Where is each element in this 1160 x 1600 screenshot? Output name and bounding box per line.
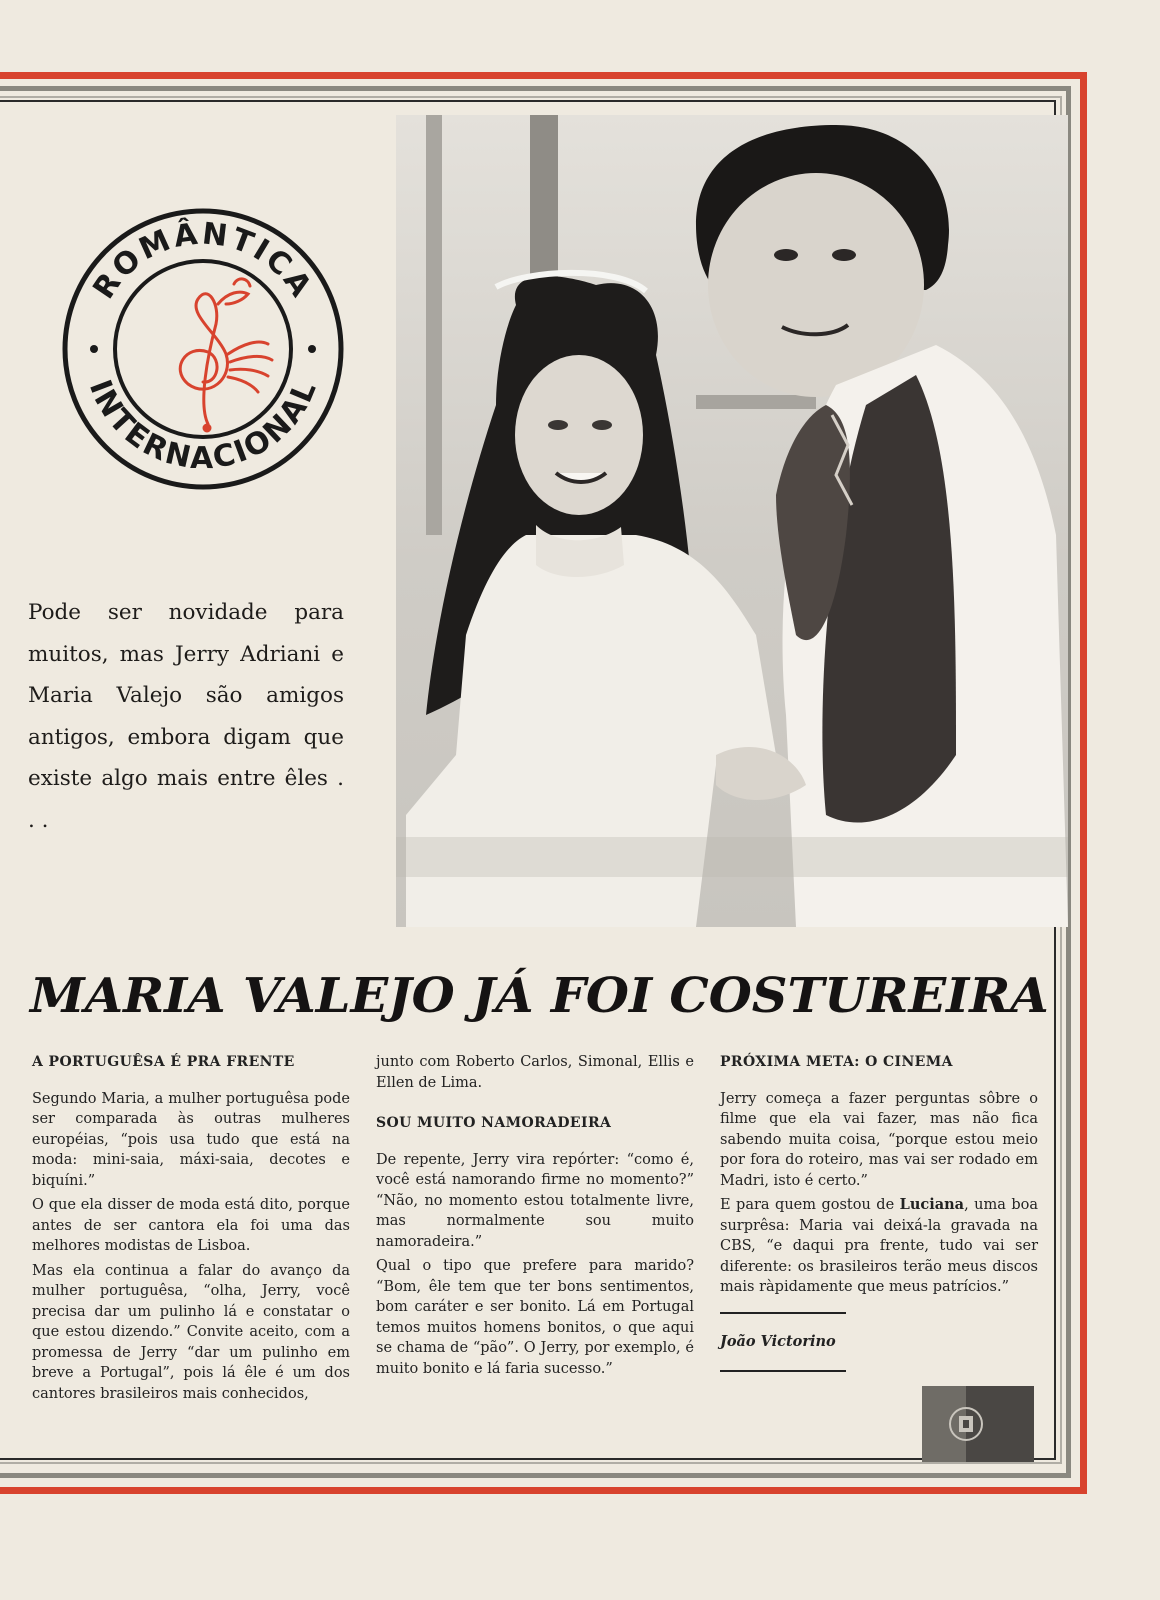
col2-paragraph-0: junto com Roberto Carlos, Simonal, Ellis e Ellen de Lima. (376, 1054, 694, 1091)
luciana-bold: Luciana (899, 1196, 965, 1213)
col3-paragraph-2-end: , uma boa surprêsa: Maria vai deixá-la gravada na CBS, “e daqui pra frente, tudo vai ser diferente: os brasileiros terão meus discos mais ràpidamente que meus patrícios.” (720, 1197, 1039, 1295)
col3-paragraph-2-start: E para quem gostou de (720, 1197, 900, 1213)
section-heading-portuguesa: A PORTUGUÊSA É PRA FRENTE (32, 1054, 295, 1070)
author-rule-top (720, 1312, 846, 1314)
treble-clef-rooster-icon (180, 279, 272, 431)
section-heading-namoradeira: SOU MUITO NAMORADEIRA (376, 1115, 612, 1131)
col2-paragraph-1: De repente, Jerry vira repórter: “como é, você está namorando firme no momento?” “Não, no momento estou totalmente livre, mas normalmente sou muito namoradeira.” (376, 1151, 694, 1250)
logo-bottom-text: INTERNACIONAL (81, 374, 325, 477)
romantica-internacional-logo (58, 204, 348, 494)
col1-paragraph-2: O que ela disser de moda está dito, porque antes de ser cantora ela foi uma das melhores modistas de Lisboa. (32, 1197, 350, 1254)
author-rule-bottom (720, 1370, 846, 1372)
article-column-2 (376, 1052, 694, 1383)
author-byline: João Victorino (720, 1332, 836, 1350)
logo-top-text: ROMÂNTICA (86, 216, 320, 306)
col1-paragraph-1: Segundo Maria, a mulher portuguêsa pode ser comparada às outras mulheres européias, “pois usa tudo que está na moda: mini-saia, máxi-saia, decotes e biquíni.” (32, 1090, 350, 1189)
photo-maria-and-jerry (396, 115, 1068, 927)
col1-paragraph-3: Mas ela continua a falar do avanço da mulher portuguêsa, “olha, Jerry, você precisa dar um pulinho lá e constatar o que estou dizendo.” Convite aceito, com a promessa de Jerry “dar um pulinho em breve a Portugal”, pois lá êle é um dos cantores brasileiros mais conhecidos, (32, 1262, 350, 1402)
lead-paragraph: Pode ser novidade para muitos, mas Jerry Adriani e Maria Valejo são amigos antigos, embora digam que existe algo mais entre êles . . . (28, 600, 344, 833)
article-column-1 (32, 1052, 350, 1408)
article-headline: MARIA VALEJO JÁ FOI COSTUREIRA (30, 968, 1049, 1024)
section-heading-cinema: PRÓXIMA META: O CINEMA (720, 1054, 953, 1070)
portugal-flag-icon (922, 1386, 1034, 1462)
article-column-3 (720, 1052, 1038, 1372)
col2-paragraph-2: Qual o tipo que prefere para marido? “Bom, êle tem que ter bons sentimentos, bom caráter e ser bonito. Lá em Portugal temos muitos homens bonitos, o que aqui se chama de “pão”. O Jerry, por exemplo, é muito bonito e lá faria sucesso.” (376, 1258, 694, 1377)
col3-paragraph-1: Jerry começa a fazer perguntas sôbre o filme que ela vai fazer, mas não fica sabendo muita coisa, “porque estou meio por fora do roteiro, mas vai ser rodado em Madri, isto é certo.” (720, 1090, 1038, 1189)
col3-paragraph-2 (720, 1195, 1038, 1298)
